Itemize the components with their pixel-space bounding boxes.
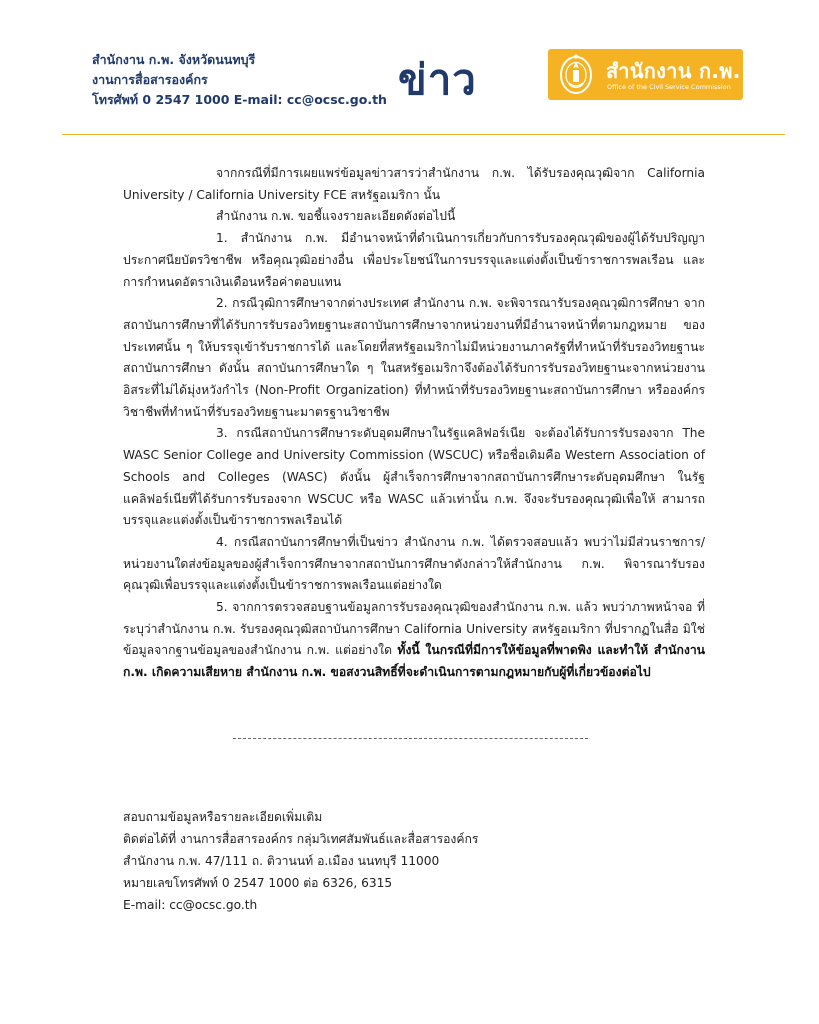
news-body: [123, 163, 705, 684]
footer-inquiry-line: สอบถามข้อมูลหรือรายละเอียดเพิ่มเติม: [123, 810, 323, 824]
point-5-paragraph: [123, 597, 705, 684]
point-5-text: 5. จากการตรวจสอบฐานข้อมูลการรับรองคุณวุฒิของสำนักงาน ก.พ. แล้ว พบว่าภาพหน้าจอ ที่ระบุว่าสำนักงาน ก.พ. รับรองคุณวุฒิสถาบันการศึกษา California University สหรัฐอเมริกา ที่ปรากฏในสื่อ มิใช่ข้อมูลจากฐานข้อมูลของสำนักงาน ก.พ. แต่อย่างใด: [123, 600, 705, 658]
news-title: ข่าว: [398, 55, 477, 104]
ocsc-logo: [548, 49, 743, 100]
contact-footer: [123, 806, 623, 916]
point-2-paragraph: 2. กรณีวุฒิการศึกษาจากต่างประเทศ สำนักงาน ก.พ. จะพิจารณารับรองคุณวุฒิการศึกษา จากสถาบันการศึกษาที่ได้รับการรับรองวิทยฐานะสถาบันการศึกษาจากหน่วยงานที่มีอำนาจหน้าที่ตามกฎหมาย ของประเทศนั้น ๆ ให้บรรจุเข้ารับราชการได้ และโดยที่สหรัฐอเมริกาไม่มีหน่วยงานภาครัฐที่ทำหน้าที่รับรองวิทยฐานะ สถาบันการศึกษา ดังนั้น สถาบันการศึกษาใด ๆ ในสหรัฐอเมริกาจึงต้องได้รับการรับรองวิทยฐานะจากหน่วยงาน อิสระที่ไม่ได้มุ่งหวังกำไร (Non-Profit Organization) ที่ทำหน้าที่รับรองวิทยฐานะสถาบันการศึกษา หรือองค์กร วิชาชีพที่ทำหน้าที่รับรองวิทยฐานะมาตรฐานวิชาชีพ: [123, 296, 705, 419]
point-3-paragraph: 3. กรณีสถาบันการศึกษาระดับอุดมศึกษาในรัฐแคลิฟอร์เนีย จะต้องได้รับการรับรองจาก The WASC Senior College and University Commission (WSCUC) หรือชื่อเดิมคือ Western Association of Schools and Colleges (WASC) ดังนั้น ผู้สำเร็จการศึกษาจากสถาบันการศึกษาระดับอุดมศึกษา ในรัฐแคลิฟอร์เนียที่ได้รับการรับรองจาก WSCUC หรือ WASC แล้วเท่านั้น ก.พ. จึงจะรับรองคุณวุฒิเพื่อให้ สามารถบรรจุและแต่งตั้งเป็นข้าราชการพลเรือนได้: [123, 426, 705, 528]
ocsc-emblem-icon: [556, 53, 596, 96]
header-divider: [62, 134, 785, 135]
contact-line: โทรศัพท์ 0 2547 1000 E-mail: cc@ocsc.go.th: [92, 92, 387, 107]
division-name: งานการสื่อสารองค์กร: [92, 72, 208, 87]
logo-text-thai: สำนักงาน ก.พ.: [606, 59, 741, 83]
org-name: สำนักงาน ก.พ. จังหวัดนนทบุรี: [92, 52, 256, 67]
footer-contact-unit: ติดต่อได้ที่ งานการสื่อสารองค์กร กลุ่มวิเทศสัมพันธ์และสื่อสารองค์กร: [123, 832, 479, 846]
footer-email: E-mail: cc@ocsc.go.th: [123, 898, 258, 912]
clarification-line: สำนักงาน ก.พ. ขอชี้แจงรายละเอียดดังต่อไปนี้: [216, 209, 456, 224]
footer-address: สำนักงาน ก.พ. 47/111 ถ. ติวานนท์ อ.เมือง นนทบุรี 11000: [123, 854, 440, 868]
point-4-paragraph: 4. กรณีสถาบันการศึกษาที่เป็นข่าว สำนักงาน ก.พ. ได้ตรวจสอบแล้ว พบว่าไม่มีส่วนราชการ/ หน่วยงานใดส่งข้อมูลของผู้สำเร็จการศึกษาจากสถาบันการศึกษาดังกล่าวให้สำนักงาน ก.พ. พิจารณารับรอง คุณวุฒิเพื่อบรรจุและแต่งตั้งเป็นข้าราชการพลเรือนแต่อย่างใด: [123, 534, 705, 593]
header-contact-block: [92, 50, 392, 110]
point-1-paragraph: 1. สำนักงาน ก.พ. มีอำนาจหน้าที่ดำเนินการเกี่ยวกับการรับรองคุณวุฒิของผู้ได้รับปริญญา ประกาศนียบัตรวิชาชีพ หรือคุณวุฒิอย่างอื่น เพื่อประโยชน์ในการบรรจุและแต่งตั้งเป็นข้าราชการพลเรือน และการกำหนดอัตราเงินเดือนหรือค่าตอบแทน: [123, 231, 705, 289]
dashed-separator: [233, 738, 588, 739]
point-5-warning: ทั้งนี้ ในกรณีที่มีการให้ข้อมูลที่พาดพิง และทำให้ สำนักงาน ก.พ. เกิดความเสียหาย สำนักงาน ก.พ. ขอสงวนสิทธิ์ที่จะดำเนินการตามกฎหมายกับผู้ที่เกี่ยวข้องต่อไป: [123, 643, 706, 680]
footer-phone: หมายเลขโทรศัพท์ 0 2547 1000 ต่อ 6326, 6315: [123, 876, 393, 890]
logo-text-english: Office of the Civil Service Commission: [607, 83, 731, 91]
intro-paragraph: จากกรณีที่มีการเผยแพร่ข้อมูลข่าวสารว่าสำนักงาน ก.พ. ได้รับรองคุณวุฒิจาก California University / California University FCE สหรัฐอเมริกา นั้น: [123, 166, 705, 202]
